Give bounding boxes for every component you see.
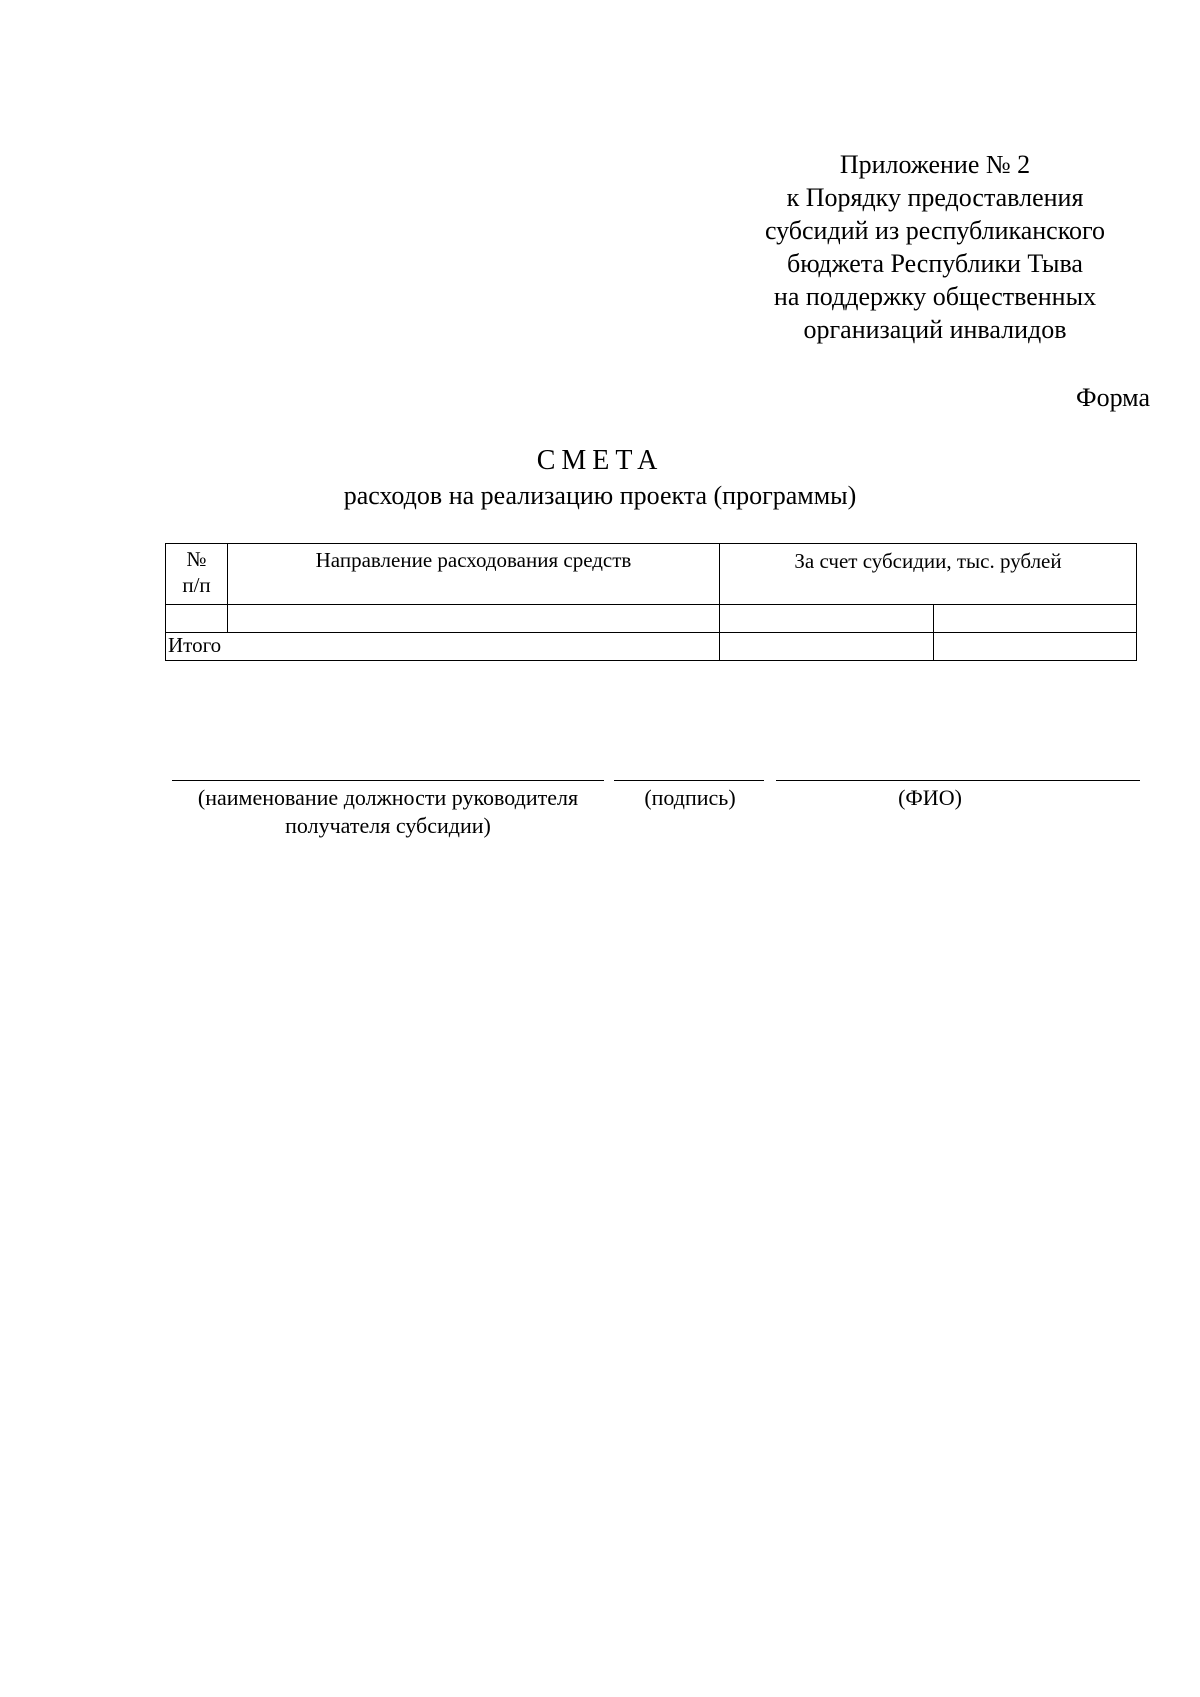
table-cell[interactable] (720, 605, 934, 633)
fio-signature-line[interactable] (776, 780, 1140, 781)
table-cell[interactable] (228, 605, 720, 633)
header-number-abbrev: п/п (182, 573, 211, 597)
appendix-reference (700, 148, 1170, 346)
signature-line[interactable] (614, 780, 764, 781)
total-value-cell[interactable] (720, 633, 934, 661)
total-label: Итого (166, 633, 720, 661)
header-number-symbol: № (186, 547, 207, 571)
table-total-row (166, 633, 1137, 661)
appendix-line: на поддержку общественных (773, 282, 1097, 311)
header-number-cell (166, 544, 228, 605)
budget-table (165, 543, 1137, 661)
position-signature-line[interactable] (172, 780, 604, 781)
table-header-row (166, 544, 1137, 605)
appendix-line: Приложение № 2 (839, 150, 1031, 179)
appendix-line: организаций инвалидов (803, 315, 1067, 344)
document-title: СМЕТА (536, 445, 664, 476)
header-direction-cell: Направление расходования средств (228, 544, 720, 605)
total-value-cell[interactable] (934, 633, 1137, 661)
form-label: Форма (1076, 383, 1150, 412)
fio-caption: (ФИО) (898, 785, 962, 810)
appendix-line: субсидий из республиканского (764, 216, 1106, 245)
table-cell[interactable] (166, 605, 228, 633)
table-row (166, 605, 1137, 633)
position-caption-line: (наименование должности руководителя (197, 785, 579, 810)
position-caption-line: получателя субсидии) (285, 813, 491, 838)
position-caption (172, 784, 604, 840)
header-subsidy-cell: За счет субсидии, тыс. рублей (720, 544, 1137, 605)
table-cell[interactable] (934, 605, 1137, 633)
signature-caption: (подпись) (644, 785, 736, 810)
appendix-line: бюджета Республики Тыва (787, 249, 1083, 278)
document-subtitle: расходов на реализацию проекта (программы) (343, 481, 857, 510)
appendix-line: к Порядку предоставления (786, 183, 1084, 212)
